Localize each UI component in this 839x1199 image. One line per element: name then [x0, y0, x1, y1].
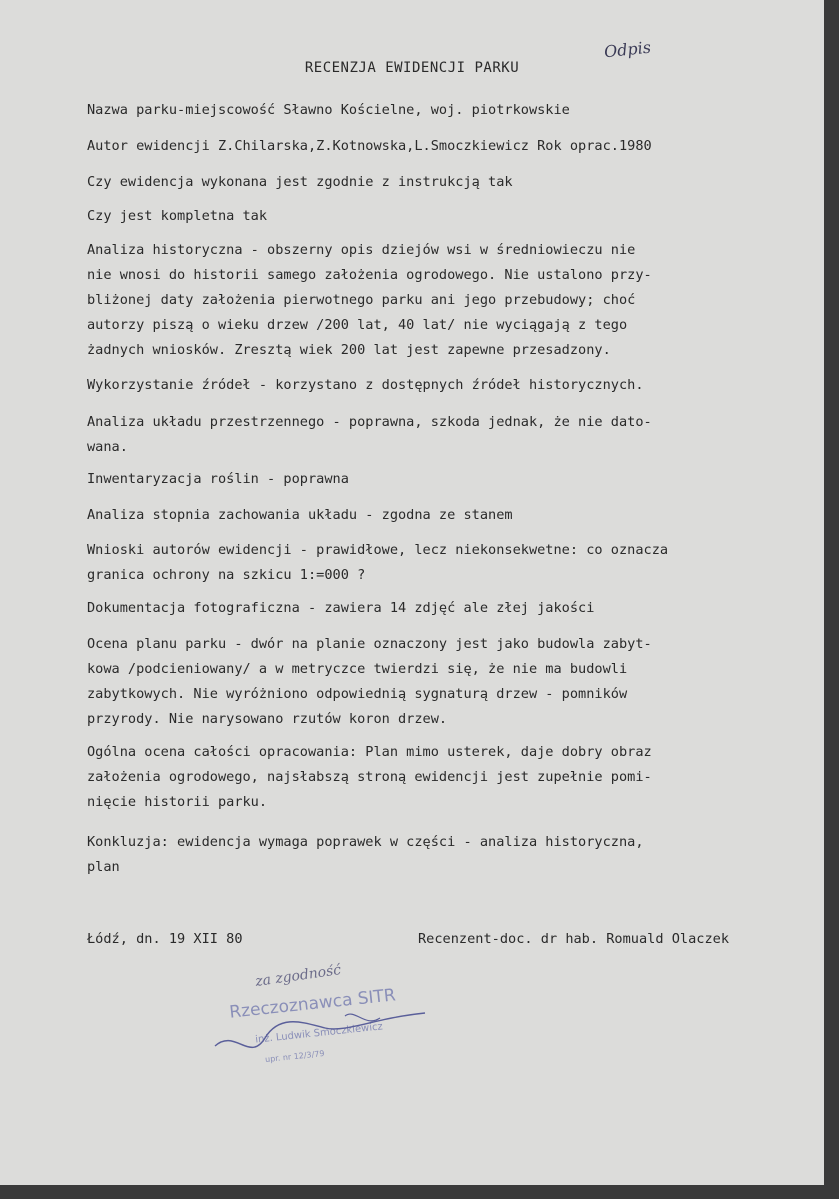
paragraph-spatial-analysis: Analiza układu przestrzennego - poprawna, szkoda jednak, że nie dato- wana.	[87, 414, 652, 455]
paragraph-historical-analysis: Analiza historyczna - obszerny opis dziejów wsi w średniowieczu nie nie wnosi do historii samego założenia ogrodowego. Nie ustalono przy- bliżonej daty założenia pierwotnego parku ani jego przebudowy; choć autorzy piszą o wieku drzew /200 lat, 40 lat/ nie wyciągają z tego żadnych wniosków. Zresztą wiek 200 lat jest zapewne przesadzony.	[87, 242, 652, 358]
paragraph-plant-inventory: Inwentaryzacja roślin - poprawna	[87, 471, 349, 487]
handwritten-signature-icon	[205, 968, 445, 1078]
paragraph-authors: Autor ewidencji Z.Chilarska,Z.Kotnowska,L.Smoczkiewicz Rok oprac.1980	[87, 138, 652, 154]
paragraph-sources: Wykorzystanie źródeł - korzystano z dostępnych źródeł historycznych.	[87, 377, 644, 393]
stamp-title: Rzeczoznawca SITR	[228, 985, 397, 1023]
paragraph-conclusions: Wnioski autorów ewidencji - prawidłowe, lecz niekonsekwetne: co oznacza granica ochrony na szkicu 1:=000 ?	[87, 542, 669, 583]
page-edge-bottom	[0, 1185, 839, 1199]
document-title: RECENZJA EWIDENCJI PARKU	[304, 60, 520, 76]
official-stamp	[205, 962, 445, 1078]
paragraph-preservation: Analiza stopnia zachowania układu - zgodna ze stanem	[87, 507, 513, 523]
place-date: Łódź, dn. 19 XII 80	[87, 931, 243, 947]
stamp-license: upr. nr 12/3/79	[264, 1048, 325, 1065]
page-edge-right	[824, 0, 839, 1199]
paragraph-compliance: Czy ewidencja wykonana jest zgodnie z instrukcją tak	[87, 174, 513, 190]
stamp-handwritten: za zgodność	[254, 962, 343, 990]
handwritten-note: Odpis	[603, 37, 652, 62]
stamp-name: inż. Ludwik Smoczkiewicz	[254, 1021, 384, 1046]
reviewer-signature: Recenzent-doc. dr hab. Romuald Olaczek	[418, 931, 729, 947]
paragraph-park-name: Nazwa parku-miejscowość Sławno Kościelne, woj. piotrkowskie	[87, 102, 570, 118]
paragraph-plan-assessment: Ocena planu parku - dwór na planie oznaczony jest jako budowla zabyt- kowa /podcieniowany/ a w metryczce twierdzi się, że nie ma budowli zabytkowych. Nie wyróżniono odpowiednią sygnaturą drzew - pomników przyrody. Nie narysowano rzutów koron drzew.	[87, 636, 652, 727]
paragraph-photo-documentation: Dokumentacja fotograficzna - zawiera 14 zdjęć ale złej jakości	[87, 600, 595, 616]
paragraph-conclusion: Konkluzja: ewidencja wymaga poprawek w części - analiza historyczna, plan	[87, 834, 644, 875]
paragraph-completeness: Czy jest kompletna tak	[87, 208, 268, 224]
paragraph-overall-assessment: Ogólna ocena całości opracowania: Plan mimo usterek, daje dobry obraz założenia ogrodowego, najsłabszą stroną ewidencji jest zupełnie pomi- nięcie historii parku.	[87, 744, 652, 810]
